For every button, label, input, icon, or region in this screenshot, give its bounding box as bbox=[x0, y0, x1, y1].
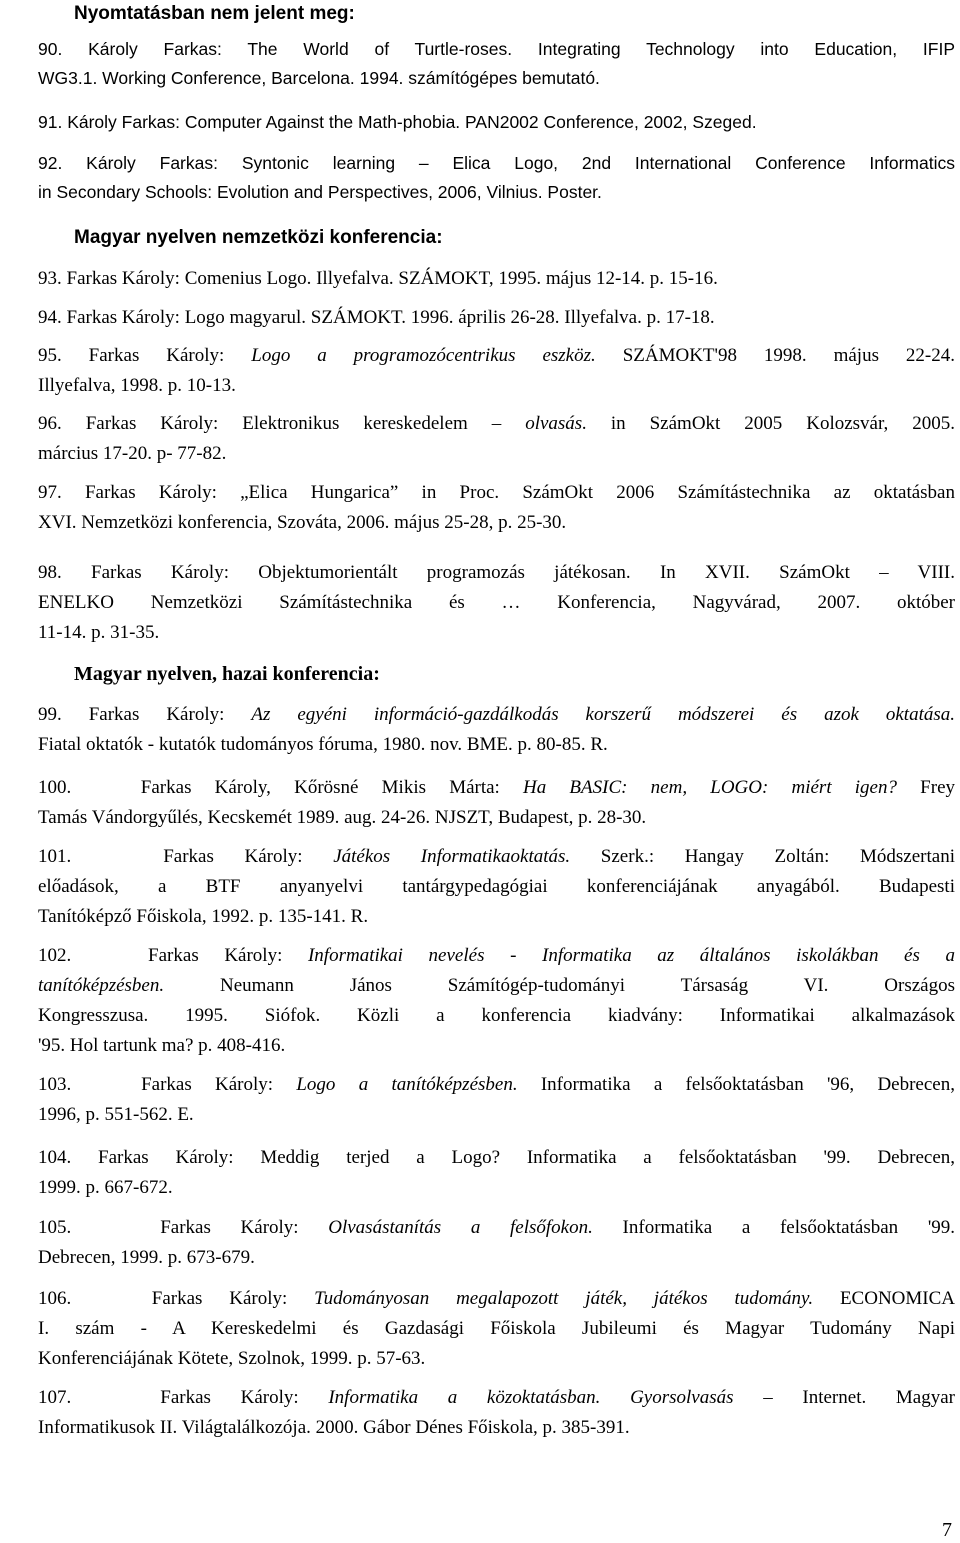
entry-line: Tamás Vándorgyűlés, Kecskemét 1989. aug. 24-26. NJSZT, Budapest, p. 28-30. bbox=[38, 807, 647, 828]
entry-line: március 17-20. p- 77-82. bbox=[38, 443, 227, 464]
entry-line bbox=[38, 700, 955, 730]
entry-title-italic: olvasás. bbox=[525, 413, 587, 434]
entry-line: XVI. Nemzetközi konferencia, Szováta, 2006. május 25-28, p. 25-30. bbox=[38, 512, 567, 533]
reference-entry-97 bbox=[38, 478, 955, 538]
entry-line: Informatikusok II. Világtalálkozója. 2000. Gábor Dénes Főiskola, p. 385-391. bbox=[38, 1417, 630, 1438]
entry-line: 104. Farkas Károly: Meddig terjed a Logo? Informatika a felsőoktatásban '99. Debrecen, bbox=[38, 1147, 955, 1168]
entry-text: 101. Farkas Károly: bbox=[38, 846, 334, 867]
entry-line: WG3.1. Working Conference, Barcelona. 1994. számítógépes bemutató. bbox=[38, 68, 600, 88]
entry-text: 100. Farkas Károly, Kőrösné Mikis Márta: bbox=[38, 777, 524, 798]
entry-line: Illyefalva, 1998. p. 10-13. bbox=[38, 375, 236, 396]
entry-line: előadások, a BTF anyanyelvi tantárgypedagógiai konferenciájának anyagából. Budapesti bbox=[38, 876, 955, 897]
entry-line bbox=[38, 941, 955, 971]
entry-line: Debrecen, 1999. p. 673-679. bbox=[38, 1247, 255, 1268]
entry-line bbox=[38, 341, 955, 371]
entry-text: ECONOMICA bbox=[813, 1288, 956, 1309]
entry-line bbox=[38, 1070, 955, 1100]
entry-line: 1996, p. 551-562. E. bbox=[38, 1104, 194, 1125]
entry-title-italic: Informatikai nevelés - Informatika az általános iskolákban és a bbox=[307, 945, 955, 966]
reference-entry-92 bbox=[38, 149, 955, 207]
reference-entry-100 bbox=[38, 773, 955, 833]
entry-line: 93. Farkas Károly: Comenius Logo. Illyefalva. SZÁMOKT, 1995. május 12-14. p. 15-16. bbox=[38, 268, 718, 289]
reference-entry-98 bbox=[38, 558, 955, 648]
reference-entry-107 bbox=[38, 1383, 955, 1443]
reference-entry-94 bbox=[38, 303, 955, 333]
entry-title-italic: Tudományosan megalapozott játék, játékos tudomány. bbox=[314, 1288, 814, 1309]
entry-text: 102. Farkas Károly: bbox=[38, 945, 308, 966]
entry-line: 92. Károly Farkas: Syntonic learning – Elica Logo, 2nd International Conference Informatics bbox=[38, 153, 955, 173]
entry-line: 98. Farkas Károly: Objektumorientált programozás játékosan. In XVII. SzámOkt – VIII. bbox=[38, 562, 955, 583]
entry-line: 11-14. p. 31-35. bbox=[38, 622, 160, 643]
entry-line: '95. Hol tartunk ma? p. 408-416. bbox=[38, 1035, 286, 1056]
entry-line bbox=[38, 1383, 955, 1413]
reference-entry-102 bbox=[38, 941, 955, 1061]
entry-text: 95. Farkas Károly: bbox=[38, 345, 252, 366]
entry-title-italic: Az egyéni információ-gazdálkodás korszerű módszerei és azok oktatása. bbox=[251, 704, 955, 725]
page-number: 7 bbox=[942, 1519, 952, 1541]
entry-title-italic: Logo a tanítóképzésben. bbox=[296, 1074, 518, 1095]
section-heading-not-published: Nyomtatásban nem jelent meg: bbox=[74, 3, 355, 24]
reference-entry-91 bbox=[38, 108, 955, 137]
reference-entry-104 bbox=[38, 1143, 955, 1203]
entry-line: ENELKO Nemzetközi Számítástechnika és … Konferencia, Nagyvárad, 2007. október bbox=[38, 592, 955, 613]
reference-entry-101 bbox=[38, 842, 955, 932]
section-heading-international: Magyar nyelven nemzetközi konferencia: bbox=[74, 227, 443, 248]
entry-title-italic: Logo a programozócentrikus eszköz. bbox=[251, 345, 596, 366]
reference-entry-90 bbox=[38, 35, 955, 93]
entry-title-italic: Informatika a közoktatásban. Gyorsolvasás bbox=[328, 1387, 734, 1408]
entry-text: 103. Farkas Károly: bbox=[38, 1074, 297, 1095]
entry-text: 107. Farkas Károly: bbox=[38, 1387, 329, 1408]
entry-line bbox=[38, 409, 955, 439]
entry-line: 1999. p. 667-672. bbox=[38, 1177, 173, 1198]
section-heading-domestic: Magyar nyelven, hazai konferencia: bbox=[74, 663, 380, 685]
entry-line: I. szám - A Kereskedelmi és Gazdasági Főiskola Jubileumi és Magyar Tudomány Napi bbox=[38, 1318, 955, 1339]
entry-text: SZÁMOKT'98 1998. május 22-24. bbox=[595, 345, 955, 366]
entry-line bbox=[38, 1213, 955, 1243]
reference-entry-96 bbox=[38, 409, 955, 469]
entry-text: Informatika a felsőoktatásban '99. bbox=[592, 1217, 955, 1238]
reference-entry-95 bbox=[38, 341, 955, 401]
reference-entry-105 bbox=[38, 1213, 955, 1273]
entry-line: Konferenciájának Kötete, Szolnok, 1999. p. 57-63. bbox=[38, 1348, 426, 1369]
entry-line: Fiatal oktatók - kutatók tudományos fóruma, 1980. nov. BME. p. 80-85. R. bbox=[38, 734, 608, 755]
entry-line: in Secondary Schools: Evolution and Perspectives, 2006, Vilnius. Poster. bbox=[38, 182, 602, 202]
reference-entry-99 bbox=[38, 700, 955, 760]
entry-line: 90. Károly Farkas: The World of Turtle-roses. Integrating Technology into Education, IFIP bbox=[38, 39, 955, 59]
entry-text: 105. Farkas Károly: bbox=[38, 1217, 329, 1238]
entry-text: in SzámOkt 2005 Kolozsvár, 2005. bbox=[586, 413, 955, 434]
entry-text: Neumann János Számítógép-tudományi Társaság VI. Országos bbox=[164, 975, 955, 996]
entry-title-italic: tanítóképzésben. bbox=[38, 975, 165, 996]
entry-text: 96. Farkas Károly: Elektronikus kereskedelem – bbox=[38, 413, 526, 434]
entry-line bbox=[38, 971, 955, 1001]
entry-text: – Internet. Magyar bbox=[733, 1387, 955, 1408]
entry-title-italic: Játékos Informatikaoktatás. bbox=[333, 846, 571, 867]
entry-text: Frey bbox=[897, 777, 956, 798]
entry-line: 97. Farkas Károly: „Elica Hungarica” in Proc. SzámOkt 2006 Számítástechnika az oktatásban bbox=[38, 482, 955, 503]
entry-text: 99. Farkas Károly: bbox=[38, 704, 252, 725]
entry-title-italic: Olvasástanítás a felsőfokon. bbox=[328, 1217, 593, 1238]
reference-entry-103 bbox=[38, 1070, 955, 1130]
entry-line: Tanítóképző Főiskola, 1992. p. 135-141. R. bbox=[38, 906, 369, 927]
entry-line bbox=[38, 842, 955, 872]
reference-entry-93 bbox=[38, 264, 955, 294]
entry-line: Kongresszusa. 1995. Siófok. Közli a konferencia kiadvány: Informatikai alkalmazások bbox=[38, 1005, 955, 1026]
entry-line bbox=[38, 1284, 955, 1314]
entry-title-italic: Ha BASIC: nem, LOGO: miért igen? bbox=[523, 777, 897, 798]
entry-line bbox=[38, 773, 955, 803]
reference-entry-106 bbox=[38, 1284, 955, 1374]
entry-line: 91. Károly Farkas: Computer Against the Math-phobia. PAN2002 Conference, 2002, Szeged. bbox=[38, 112, 757, 132]
entry-text: Szerk.: Hangay Zoltán: Módszertani bbox=[570, 846, 955, 867]
entry-text: Informatika a felsőoktatásban '96, Debrecen, bbox=[517, 1074, 955, 1095]
entry-line: 94. Farkas Károly: Logo magyarul. SZÁMOKT. 1996. április 26-28. Illyefalva. p. 17-18. bbox=[38, 307, 715, 328]
entry-text: 106. Farkas Károly: bbox=[38, 1288, 315, 1309]
